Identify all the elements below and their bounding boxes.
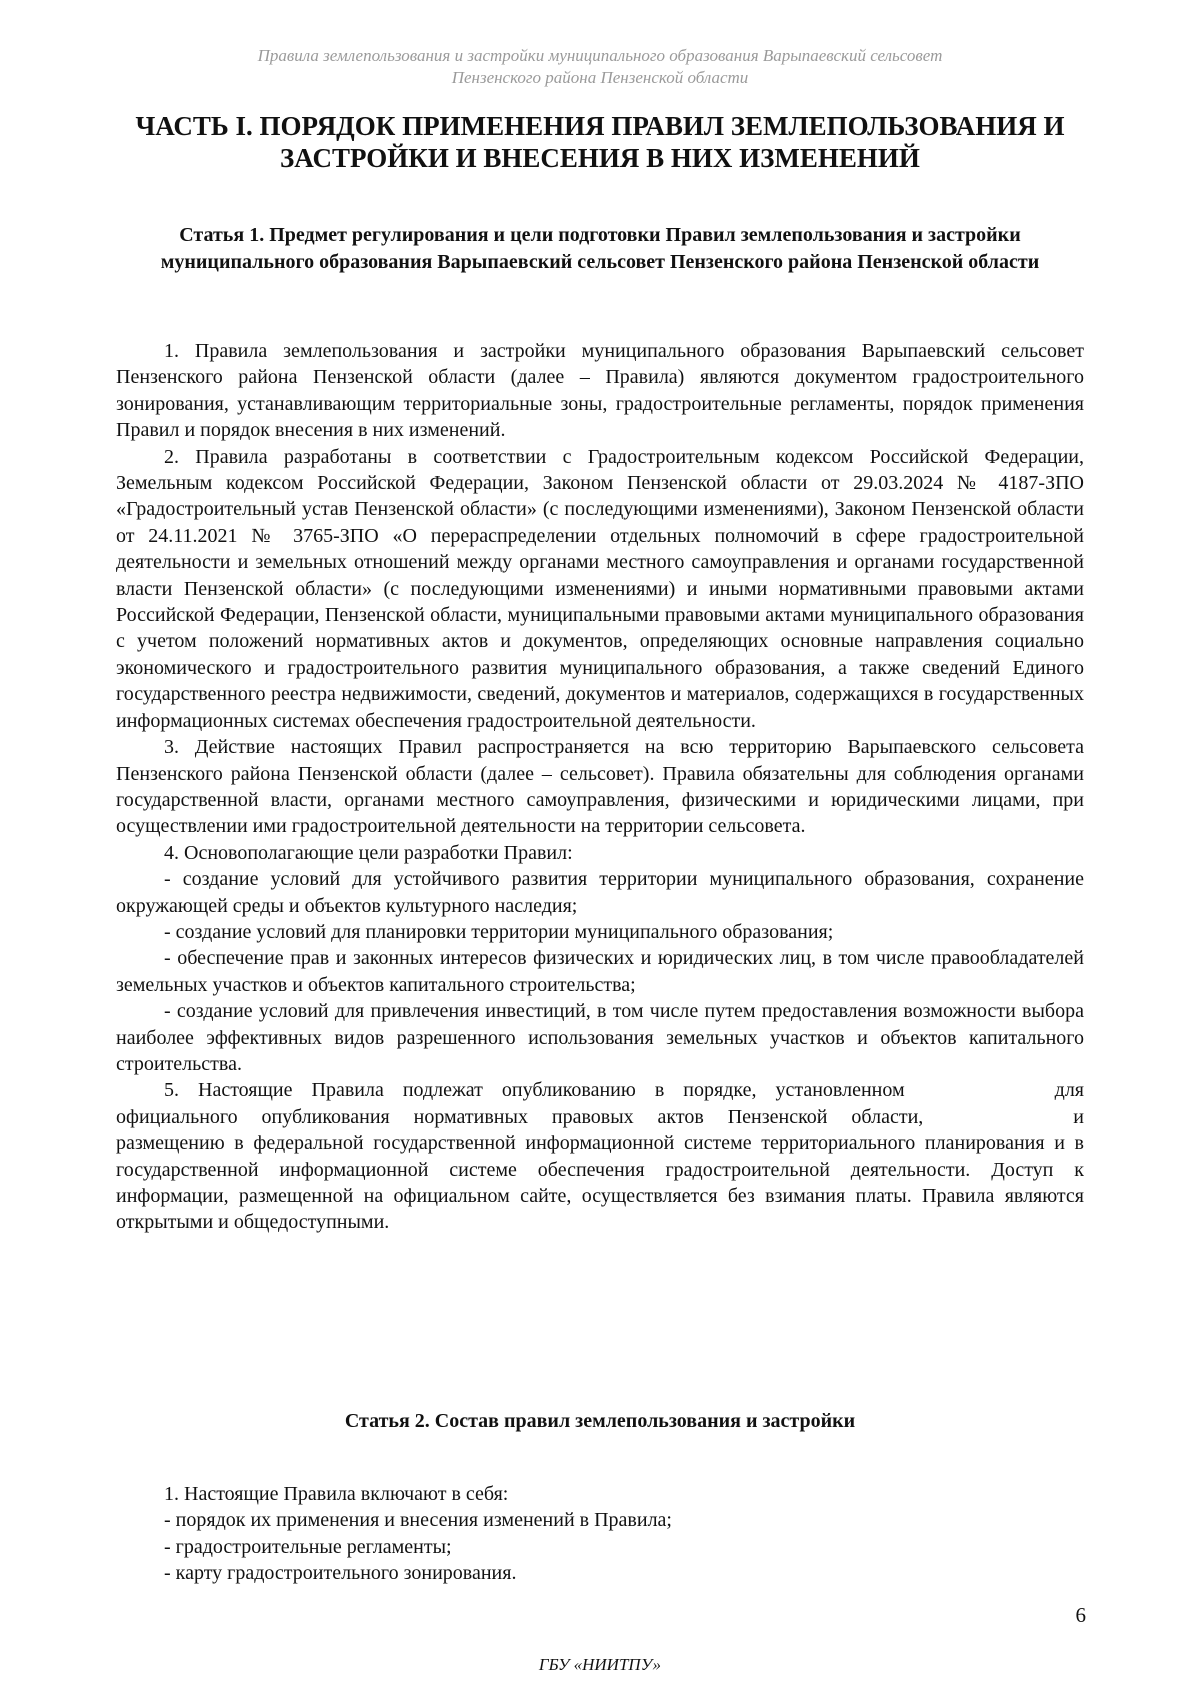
article-1-goal-3: - обеспечение прав и законных интересов физических и юридических лиц, в том числе правообладателей земельных участков и объектов капитального строительства; (116, 947, 1084, 996)
article-1-paragraph-5-part-2: для официального опубликования нормативных правовых актов Пензенской области, (116, 1079, 1084, 1128)
article-1-paragraph-2: 2. Правила разработаны в соответствии с Градостроительным кодексом Российской Федерации, Земельным кодексом Российской Федерации, Законом Пензенской области от 29.03.2024 № 4187-ЗПО «Градостроительный устав Пензенской области» (с последующими изменениями), Законом Пензенской области от 24.11.2021 № 3765-ЗПО «О перераспределении отдельных полномочий в сфере градостроительной деятельности и земельных отношений между органами местного самоуправления и органами государственной власти Пензенской области» (с последующими изменениями) и иными нормативными правовыми актами Российской Федерации, Пензенской области, муниципальными правовыми актами муниципального образования с учетом положений нормативных актов и документов, определяющих основные направления социально экономического и градостроительного развития муниципального образования, а также сведений Единого государственного реестра недвижимости, сведений, документов и материалов, содержащихся в государственных информационных системах обеспечения градостроительной деятельности. (116, 445, 1084, 732)
running-header (150, 45, 1050, 89)
part-title (110, 110, 1090, 174)
article-1-paragraph-4: 4. Основополагающие цели разработки Правил: (164, 841, 573, 864)
article-1-paragraph-5-part-1: 5. Настоящие Правила подлежат опубликованию в порядке, установленном (164, 1079, 905, 1102)
article-1-title: Статья 1. Предмет регулирования и цели подготовки Правил землепользования и застройки муниципального образования Варыпаевский сельсовет Пензенского района Пензенской области (160, 224, 1040, 273)
article-2-item-3: - карту градостроительного зонирования. (164, 1562, 517, 1585)
running-header-line-1: Правила землепользования и застройки муниципального образования Варыпаевский сельсовет (257, 46, 943, 65)
part-title-line-2: ЗАСТРОЙКИ И ВНЕСЕНИЯ В НИХ ИЗМЕНЕНИЙ (280, 143, 920, 173)
article-1-paragraph-5-part-3: и размещению в федеральной государственной информационной системе территориального планирования и в государственной информационной системе обеспечения градостроительной деятельности. Доступ к информации, размещенной на официальном сайте, осуществляется без взимания платы. Правила являются открытыми и общедоступными. (116, 1105, 1084, 1234)
article-1-goal-1: - создание условий для устойчивого развития территории муниципального образования, сохранение окружающей среды и объектов культурного наследия; (116, 868, 1084, 917)
article-2-body (116, 1481, 1084, 1587)
part-title-line-1: ЧАСТЬ I. ПОРЯДОК ПРИМЕНЕНИЯ ПРАВИЛ ЗЕМЛЕПОЛЬЗОВАНИЯ И (135, 111, 1065, 141)
article-1-goal-4: - создание условий для привлечения инвестиций, в том числе путем предоставления возможности выбора наиболее эффективных видов разрешенного использования земельных участков и объектов капитального строительства. (116, 1000, 1084, 1075)
article-1-paragraph-3: 3. Действие настоящих Правил распространяется на всю территорию Варыпаевского сельсовета Пензенского района Пензенской области (далее – сельсовет). Правила обязательны для соблюдения органами государственной власти, органами местного самоуправления, физическими и юридическими лицами, при осуществлении ими градостроительной деятельности на территории сельсовета. (116, 736, 1084, 838)
page-number: 6 (1075, 1603, 1086, 1627)
footer-organization: ГБУ «НИИТПУ» (538, 1655, 662, 1674)
article-2-item-1: - порядок их применения и внесения изменений в Правила; (164, 1509, 672, 1532)
article-1-goal-2: - создание условий для планировки территории муниципального образования; (164, 920, 834, 943)
article-1-paragraph-1: 1. Правила землепользования и застройки муниципального образования Варыпаевский сельсовет Пензенского района Пензенской области (далее – Правила) являются документом градостроительного зонирования, устанавливающим территориальные зоны, градостроительные регламенты, порядок применения Правил и порядок внесения в них изменений. (116, 340, 1084, 442)
running-header-line-2: Пензенского района Пензенской области (451, 68, 749, 87)
article-2-title: Статья 2. Состав правил землепользования и застройки (344, 1410, 856, 1432)
article-1-body (116, 338, 1084, 1236)
article-2-paragraph-1: 1. Настоящие Правила включают в себя: (164, 1483, 509, 1505)
article-1-paragraph-5 (116, 1077, 1084, 1235)
article-2-item-2: - градостроительные регламенты; (164, 1535, 452, 1558)
